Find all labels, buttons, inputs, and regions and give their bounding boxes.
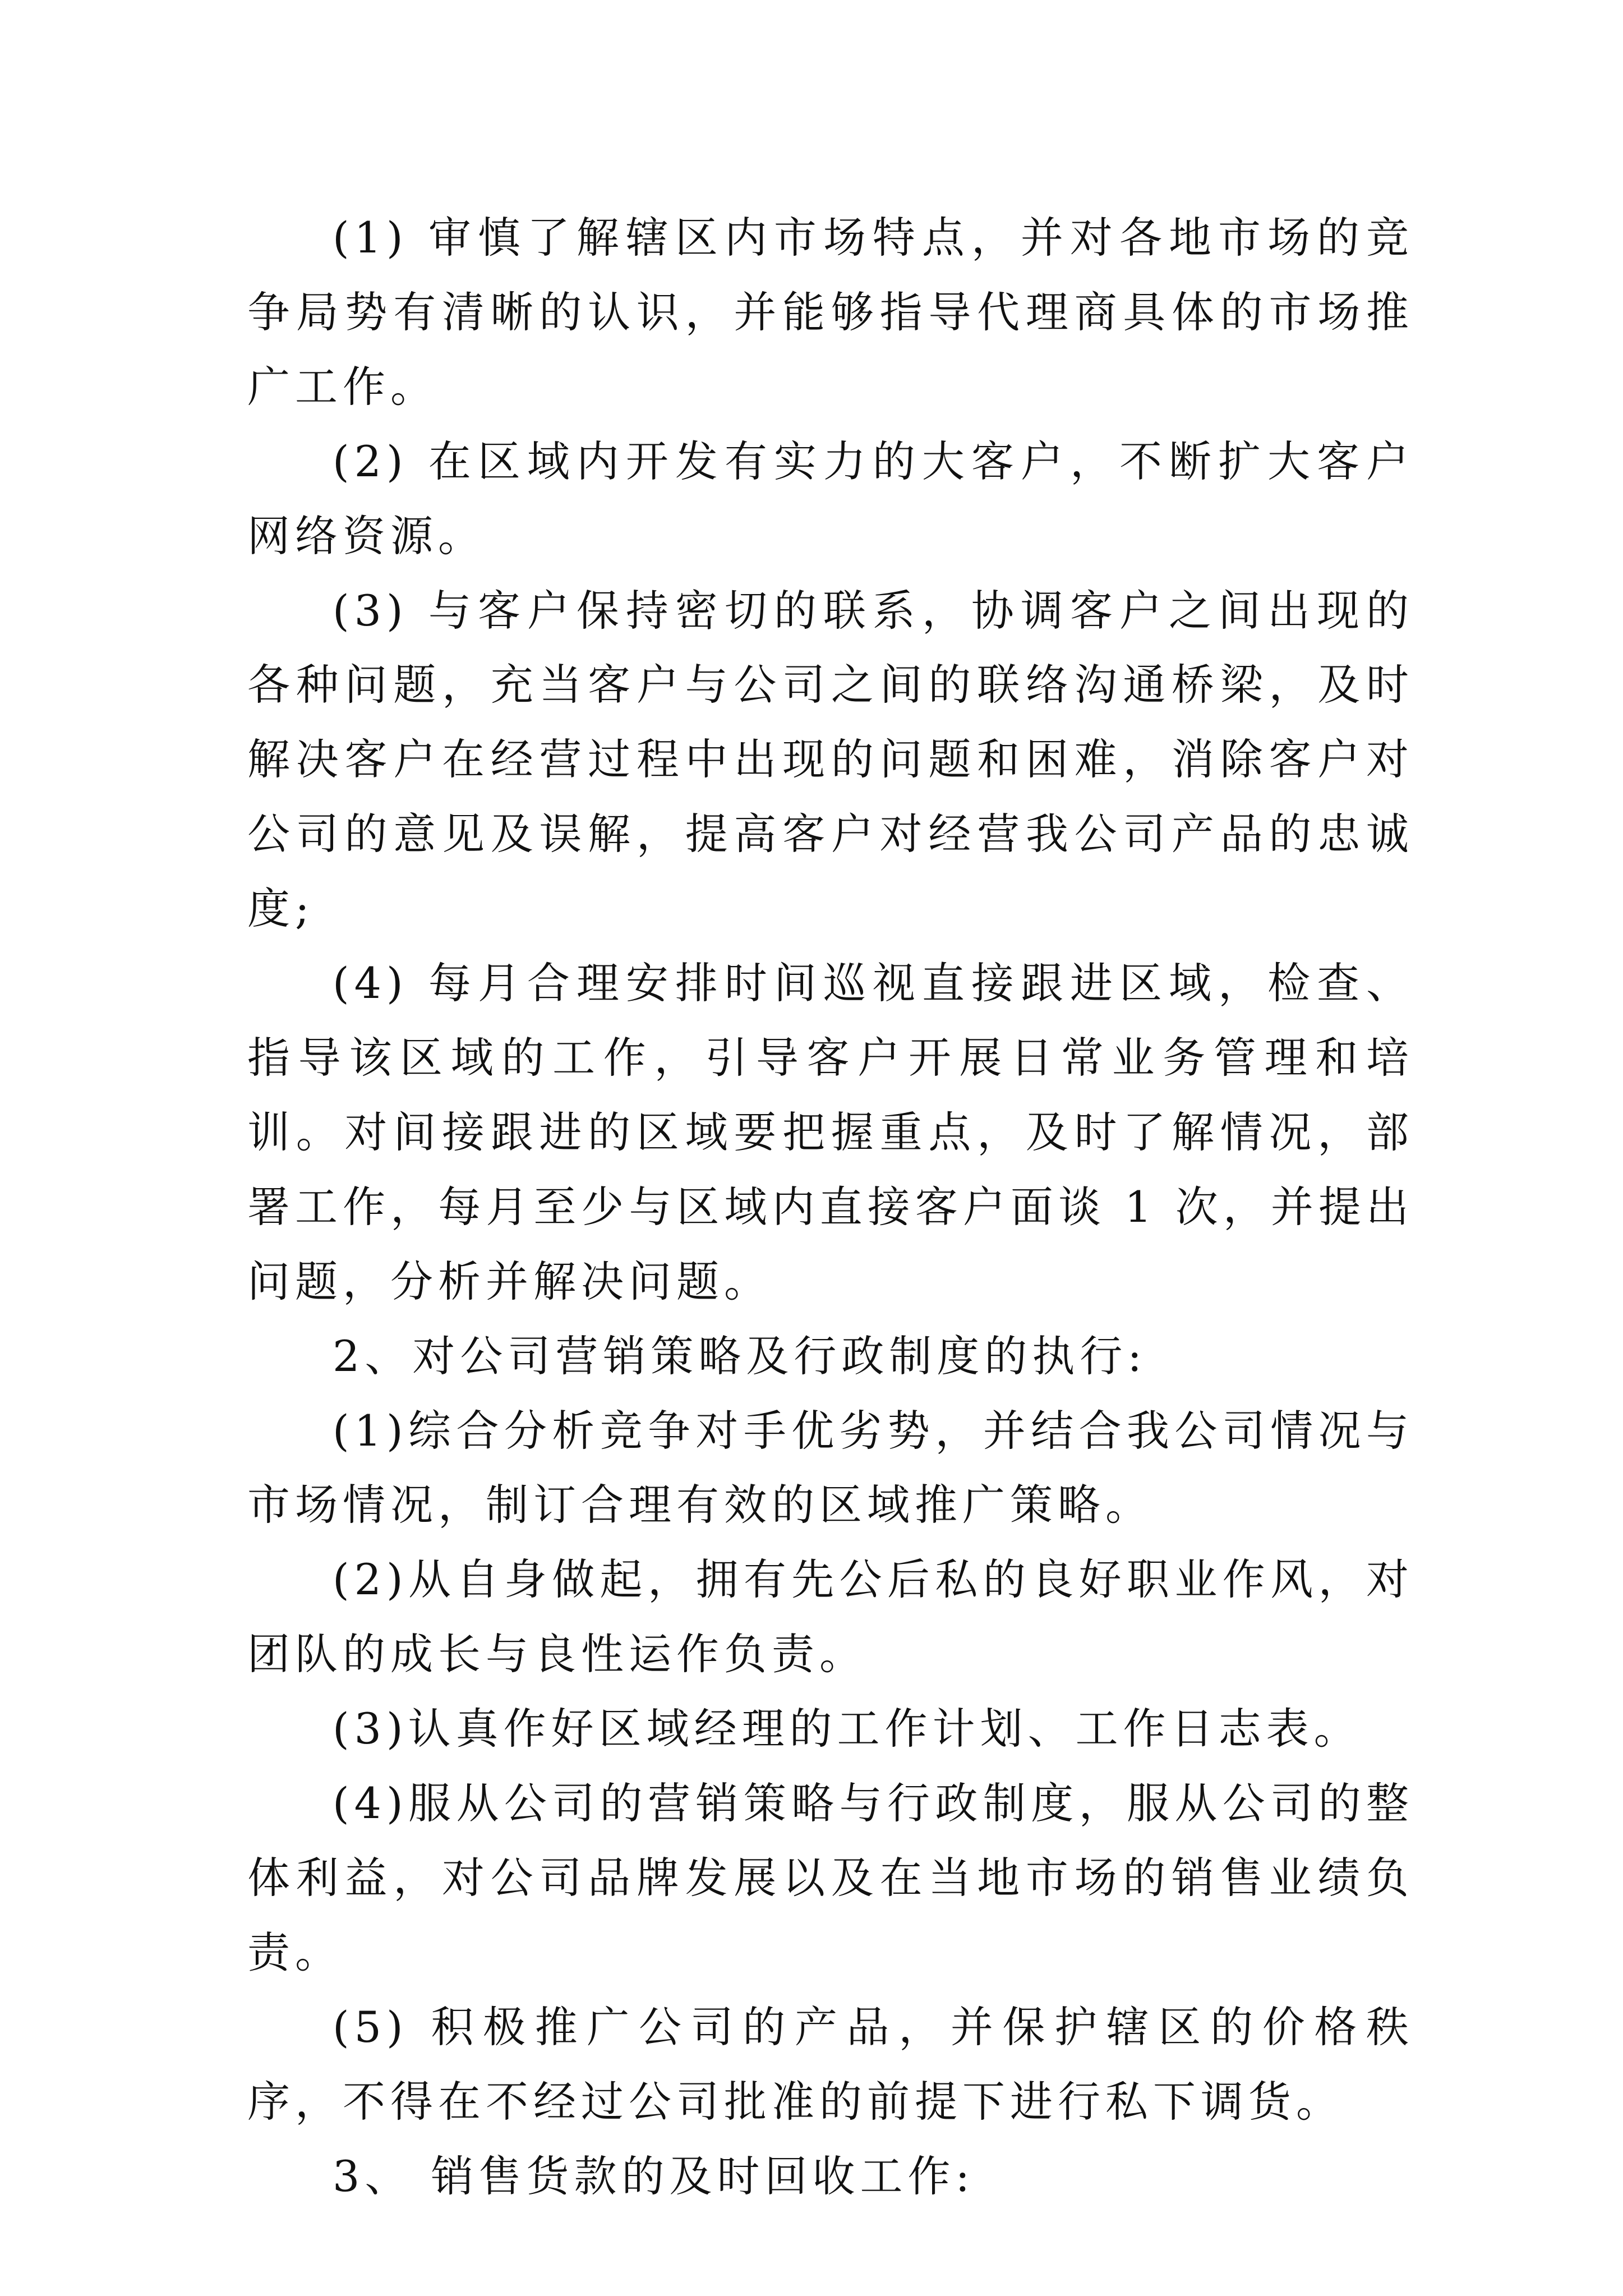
section-heading-2: 2、对公司营销策略及行政制度的执行: (333, 1331, 1147, 1381)
paragraph-2-4: (4)服从公司的营销策略与行政制度，服从公司的整体利益，对公司品牌发展以及在当地市场的销售业绩负责。 (247, 1778, 1414, 1977)
paragraph-1-3: (3) 与客户保持密切的联系，协调客户之间出现的各种问题，充当客户与公司之间的联络沟通桥梁，及时解决客户在经营过程中出现的问题和困难，消除客户对公司的意见及误解，提高客户对经营我公司产品的忠诚度; (247, 585, 1414, 934)
paragraph-2-3: (3)认真作好区域经理的工作计划、工作日志表。 (333, 1704, 1362, 1754)
document-body (247, 201, 1414, 2214)
paragraph-1-4: (4) 每月合理安排时间巡视直接跟进区域，检查、指导该区域的工作，引导客户开展日常业务管理和培训。对间接跟进的区域要把握重点，及时了解情况，部署工作，每月至少与区域内直接客户面谈 1 次，并提出问题，分析并解决问题。 (247, 958, 1414, 1306)
paragraph-2-1: (1)综合分析竞争对手优劣势，并结合我公司情况与市场情况，制订合理有效的区域推广策略。 (247, 1405, 1414, 1530)
section-heading-3: 3、 销售货款的及时回收工作: (333, 2151, 975, 2201)
paragraph-2-5: (5) 积极推广公司的产品，并保护辖区的价格秩序，不得在不经过公司批准的前提下进行私下调货。 (247, 2001, 1414, 2127)
paragraph-2-2: (2)从自身做起，拥有先公后私的良好职业作风，对团队的成长与良性运作负责。 (247, 1554, 1414, 1680)
paragraph-1-1: (1) 审慎了解辖区内市场特点，并对各地市场的竞争局势有清晰的认识，并能够指导代理商具体的市场推广工作。 (247, 213, 1414, 412)
paragraph-1-2: (2) 在区域内开发有实力的大客户，不断扩大客户网络资源。 (247, 436, 1414, 561)
